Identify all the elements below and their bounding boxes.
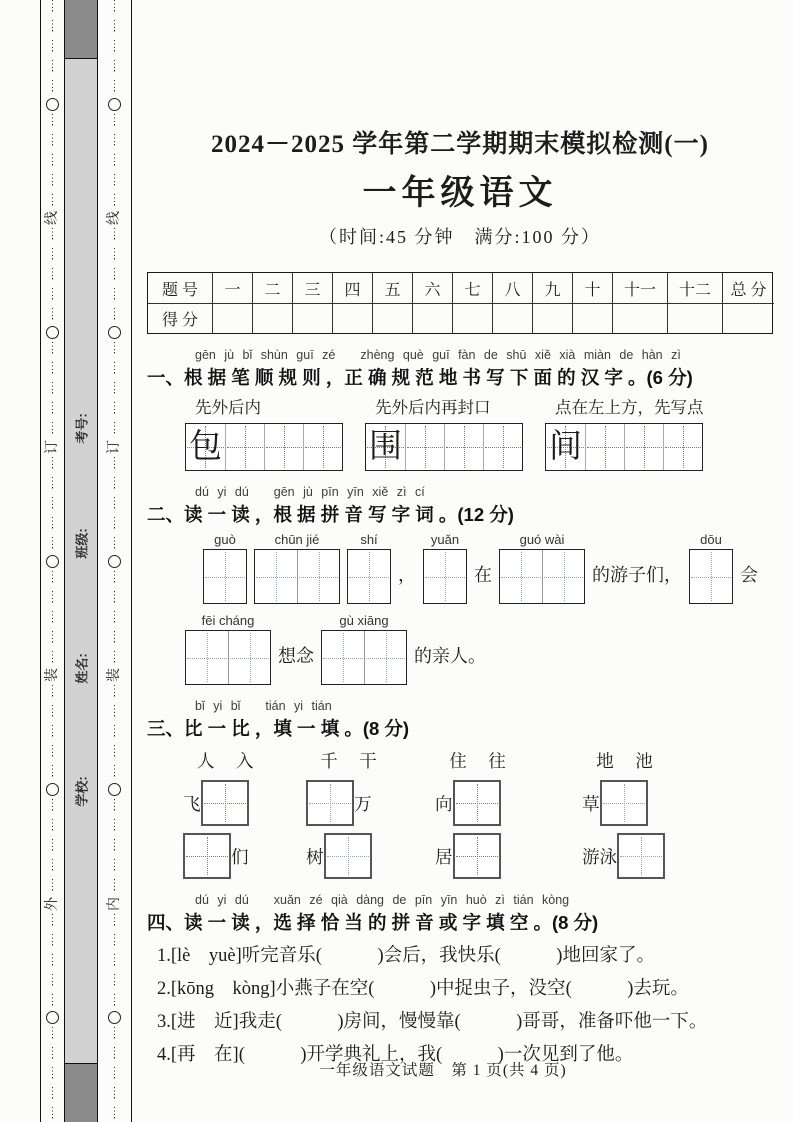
char-pair: 地 池 [596, 751, 655, 771]
grid-cell [366, 424, 405, 470]
score-cell-empty [492, 303, 532, 333]
item-text: 2.[kōng kòng]小燕子在 [157, 979, 350, 999]
question-2 [147, 484, 773, 685]
q4-pinyin: dú yi dú xuǎn zé qià dàng de pīn yīn huò zì tián kòng [195, 893, 570, 907]
score-header-cell: 六 [412, 273, 452, 303]
binding-hole-icon [108, 1011, 121, 1024]
q1-block-1 [185, 398, 365, 471]
fill-cell [183, 833, 306, 879]
q4-item-1 [157, 940, 773, 973]
q1-title: 一、根 据 笔 顺 规 则 ，正 确 规 范 地 书 写 下 面 的 汉 字 。(6 分) [147, 367, 693, 388]
score-header-cell: 七 [452, 273, 492, 303]
binding-dash-line [52, 457, 54, 552]
word-part: 万 [354, 793, 372, 814]
grid-cell [546, 424, 585, 470]
score-header-cell: 二 [252, 273, 292, 303]
q4-item-2 [157, 973, 773, 1006]
pinyin-write-box [254, 532, 340, 604]
word-part: 居 [435, 846, 453, 867]
score-header-cell: 八 [492, 273, 532, 303]
pinyin-write-box [203, 532, 247, 604]
pinyin-label: chūn jié [274, 532, 320, 547]
answer-box [689, 549, 733, 604]
item-text: 4.[再 在]( )开学典礼上，我( )一次见到了他。 [157, 1045, 634, 1065]
pinyin-write-box [499, 532, 585, 604]
sentence-text: 想念 [278, 646, 314, 666]
q1-hint-3: 点在左上方，先写点 [555, 398, 704, 417]
word-part: 游泳 [582, 846, 618, 867]
q2-title: 二、读 一 读 ，根 据 拼 音 写 字 词 。(12 分) [147, 504, 514, 525]
binding-hole-icon [108, 98, 121, 111]
q2-row-2 [185, 613, 773, 685]
binding-dash-line [52, 1027, 54, 1122]
answer-box [203, 549, 247, 604]
binding-dash-line [52, 571, 54, 666]
score-cell-empty [212, 303, 252, 333]
emphasized-char: 乐 • [297, 946, 316, 966]
exam-number-label: 考号: [74, 412, 90, 444]
answer-box [347, 549, 391, 604]
score-cell-empty [292, 303, 332, 333]
pinyin-write-box [423, 532, 467, 604]
grid-cell [225, 424, 264, 470]
answer-box [185, 630, 271, 685]
answer-box [324, 833, 372, 879]
score-row-label: 得 分 [148, 303, 212, 333]
question-3 [147, 698, 773, 879]
score-cell-empty [372, 303, 412, 333]
grid-cell [444, 424, 483, 470]
sentence-text: 的亲人。 [414, 646, 486, 666]
binding-hole-icon [46, 783, 59, 796]
score-table [147, 272, 773, 334]
pinyin-label: shí [360, 532, 378, 547]
score-header-cell: 总 分 [722, 273, 774, 303]
binding-dash-line [52, 0, 54, 95]
sample-char: 包 [188, 428, 222, 465]
emphasized-char: 空 • [547, 979, 566, 999]
answer-box [321, 630, 407, 685]
grid-cell [585, 424, 624, 470]
q3-title: 三、比 一 比 ，填 一 填 。(8 分) [147, 718, 410, 739]
pinyin-label: guó wài [519, 532, 565, 547]
item-text: 1.[lè yuè]听完音 [157, 946, 298, 966]
word-part: 向 [435, 793, 453, 814]
score-cell-empty [452, 303, 492, 333]
sentence-text: 在 [474, 565, 492, 585]
binding-hole-icon [108, 555, 121, 568]
binding-dash-line [114, 228, 116, 323]
binding-char: 订 [44, 439, 60, 454]
binding-dash-line [114, 799, 116, 894]
answer-box [201, 780, 249, 826]
writing-grid [545, 423, 703, 471]
exam-title: 2024－2025 学年第二学期期末模拟检测(一) [211, 131, 709, 158]
box-cell [297, 550, 339, 603]
binding-dash-line [52, 342, 54, 437]
word-part: 树 [306, 846, 324, 867]
answer-box [453, 833, 501, 879]
binding-char: 订 [106, 439, 122, 454]
char-pair: 住 往 [449, 751, 508, 771]
binding-hole-icon [46, 1011, 59, 1024]
sentence-text: 的游子们， [592, 565, 682, 585]
score-header-cell: 十 [572, 273, 612, 303]
box-cell [348, 550, 390, 603]
word-part: 们 [231, 846, 249, 867]
box-cell [690, 550, 732, 603]
grid-cell [264, 424, 303, 470]
score-header-cell: 一 [212, 273, 252, 303]
grid-cell [186, 424, 225, 470]
score-header-cell: 九 [532, 273, 572, 303]
fill-cell [582, 780, 773, 826]
answer-box [423, 549, 467, 604]
binding-dash-line [114, 571, 116, 666]
score-cell-empty [612, 303, 667, 333]
score-cell-empty [252, 303, 292, 333]
box-cell [364, 631, 406, 684]
answer-box [617, 833, 665, 879]
char-pair: 千 干 [320, 751, 379, 771]
box-cell [542, 550, 584, 603]
box-cell [255, 550, 297, 603]
score-cell-empty [332, 303, 372, 333]
sentence-text: 会 [740, 565, 758, 585]
binding-char: 外 [44, 896, 60, 911]
score-cell-empty [667, 303, 722, 333]
item-text: ( )地回家了。 [494, 946, 655, 966]
q1-block-3 [545, 398, 725, 471]
item-text: 3.[进 近]我走( )房间，慢慢靠( )哥哥，准备吓他一下。 [157, 1012, 708, 1032]
binding-char: 内 [106, 896, 122, 911]
score-cell-empty [412, 303, 452, 333]
box-cell [500, 550, 542, 603]
spine-dark-block-bottom [65, 1063, 97, 1122]
score-header-cell: 三 [292, 273, 332, 303]
q3-pinyin: bǐ yi bǐ tián yi tián [195, 699, 332, 713]
binding-hole-icon [46, 326, 59, 339]
answer-box [499, 549, 585, 604]
exam-number-field [65, 398, 97, 458]
binding-dash-line [114, 914, 116, 1009]
q2-row-1 [203, 532, 773, 604]
binding-char: 线 [106, 211, 122, 226]
score-cell-empty [722, 303, 774, 333]
q3-pairs-row [183, 748, 773, 773]
binding-dash-line [114, 685, 116, 780]
binding-dash-line [114, 1027, 116, 1122]
grid-cell [624, 424, 663, 470]
score-cell-empty [532, 303, 572, 333]
binding-strip-outer [40, 0, 64, 1122]
q4-items [157, 940, 773, 1072]
word-part: 草 [582, 793, 600, 814]
binding-char: 线 [44, 211, 60, 226]
name-label: 姓名: [74, 652, 90, 684]
q3-boxes-row-1 [183, 780, 773, 826]
q4-item-3 [157, 1006, 773, 1039]
name-field [65, 638, 97, 698]
binding-dash-line [114, 114, 116, 209]
score-header-cell: 四 [332, 273, 372, 303]
answer-box [306, 780, 354, 826]
binding-hole-icon [46, 555, 59, 568]
pinyin-write-box [185, 613, 271, 685]
exam-subject-title: 一年级语文 [362, 175, 558, 212]
char-pair: 人 入 [197, 751, 256, 771]
page-footer: 一年级语文试题 第 1 页(共 4 页) [319, 1062, 567, 1079]
score-header-cell: 五 [372, 273, 412, 303]
binding-hole-icon [108, 326, 121, 339]
pinyin-write-box [347, 532, 391, 604]
exam-meta-line: （时间:45 分钟 满分:100 分） [318, 227, 601, 247]
q1-pinyin: gēn jù bǐ shùn guī zé zhèng què guī fàn de shū xiě xià miàn de hàn zì [195, 348, 681, 362]
pinyin-write-box [689, 532, 733, 604]
question-4 [147, 892, 773, 1072]
box-cell [186, 631, 228, 684]
binding-char: 装 [106, 668, 122, 683]
score-header-cell: 十一 [612, 273, 667, 303]
emphasized-char: 空 • [350, 979, 369, 999]
answer-box [600, 780, 648, 826]
writing-grid [185, 423, 343, 471]
writing-grid [365, 423, 523, 471]
binding-dash-line [114, 0, 116, 95]
box-cell [204, 550, 246, 603]
pinyin-label: guò [214, 532, 236, 547]
grid-cell [303, 424, 342, 470]
spine-dark-block-top [65, 0, 97, 59]
binding-hole-icon [108, 783, 121, 796]
word-part: 飞 [183, 793, 201, 814]
pinyin-label: yuǎn [430, 532, 460, 547]
fill-cell [435, 780, 582, 826]
q2-pinyin: dú yi dú gēn jù pīn yīn xiě zì cí [195, 485, 425, 499]
answer-box [183, 833, 231, 879]
box-cell [322, 631, 364, 684]
q4-title: 四、读 一 读 ，选 择 恰 当 的 拼 音 或 字 填 空 。(8 分) [147, 912, 599, 933]
fill-cell [306, 833, 435, 879]
box-cell [424, 550, 466, 603]
fill-cell [435, 833, 582, 879]
emphasized-char: 乐 • [476, 946, 495, 966]
grid-cell [663, 424, 702, 470]
box-cell [228, 631, 270, 684]
sentence-text: ， [398, 565, 416, 585]
q1-hint-2: 先外后内再封口 [375, 398, 491, 417]
q3-boxes-row-2 [183, 833, 773, 879]
binding-dash-line [52, 914, 54, 1009]
grid-cell [405, 424, 444, 470]
binding-strip-inner [98, 0, 132, 1122]
pinyin-label: gù xiāng [339, 613, 389, 628]
grid-cell [483, 424, 522, 470]
sample-char: 围 [368, 428, 402, 465]
binding-spine [64, 0, 98, 1122]
item-text: ( )会后，我快 [315, 946, 477, 966]
score-header-cell: 题 号 [161, 281, 198, 299]
binding-dash-line [52, 228, 54, 323]
answer-box [453, 780, 501, 826]
exam-content [133, 0, 793, 1122]
binding-dash-line [52, 799, 54, 894]
binding-dash-line [114, 342, 116, 437]
binding-char: 装 [44, 668, 60, 683]
pinyin-label: dōu [700, 532, 722, 547]
school-field [65, 761, 97, 821]
item-text: ( )去玩。 [565, 979, 689, 999]
binding-dash-line [52, 685, 54, 780]
q1-hint-1: 先外后内 [195, 398, 261, 417]
question-1 [147, 347, 773, 471]
score-header-cell: 十二 [667, 273, 722, 303]
item-text: ( )中捉虫子，没 [368, 979, 548, 999]
fill-cell [183, 780, 306, 826]
class-label: 班级: [74, 527, 90, 559]
pinyin-label: fēi cháng [201, 613, 255, 628]
sample-char: 间 [548, 428, 582, 465]
score-cell-empty [572, 303, 612, 333]
binding-dash-line [114, 457, 116, 552]
class-field [65, 513, 97, 573]
q1-grids-row [185, 398, 773, 471]
answer-box [254, 549, 340, 604]
q1-block-2 [365, 398, 545, 471]
fill-cell [306, 780, 435, 826]
school-label: 学校: [74, 775, 90, 807]
binding-dash-line [52, 114, 54, 209]
fill-cell [582, 833, 773, 879]
pinyin-write-box [321, 613, 407, 685]
binding-hole-icon [46, 98, 59, 111]
